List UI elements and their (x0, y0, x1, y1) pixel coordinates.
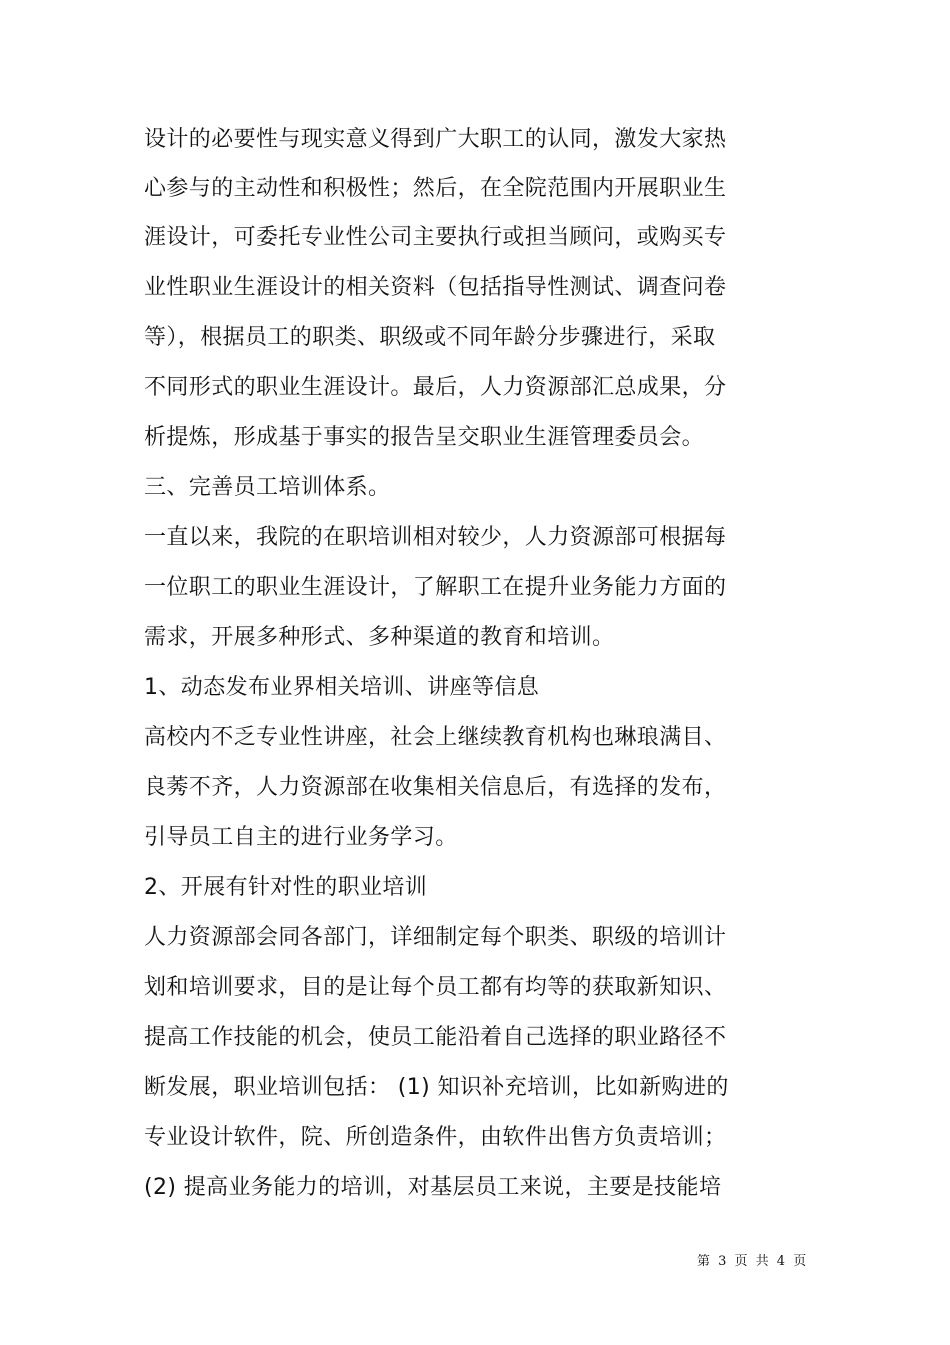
body-text-line: 专业设计软件，院、所创造条件，由软件出售方负责培训； (144, 1125, 727, 1150)
body-text-line: 引导员工自主的进行业务学习。 (144, 825, 458, 850)
body-text-line: 涯设计，可委托专业性公司主要执行或担当顾问，或购买专 (144, 225, 727, 250)
body-text-line: 良莠不齐，人力资源部在收集相关信息后，有选择的发布， (144, 775, 727, 800)
body-text-line: 析提炼，形成基于事实的报告呈交职业生涯管理委员会。 (144, 425, 705, 450)
body-text-line: 高校内不乏专业性讲座，社会上继续教育机构也琳琅满目、 (144, 725, 727, 750)
body-text-line: 设计的必要性与现实意义得到广大职工的认同，激发大家热 (144, 127, 727, 152)
body-text-line: 提高工作技能的机会，使员工能沿着自己选择的职业路径不 (144, 1025, 727, 1050)
page-number-footer: 第 3 页 共 4 页 (697, 1254, 809, 1269)
body-text-line: 业性职业生涯设计的相关资料（包括指导性测试、调查问卷 (144, 275, 727, 300)
body-text-line: 需求，开展多种形式、多种渠道的教育和培训。 (144, 625, 615, 650)
body-text-line: 等），根据员工的职类、职级或不同年龄分步骤进行，采取 (144, 325, 716, 350)
body-text-line: 人力资源部会同各部门，详细制定每个职类、职级的培训计 (144, 925, 727, 950)
subsection-heading: 1、动态发布业界相关培训、讲座等信息 (144, 675, 540, 700)
subsection-heading: 2、开展有针对性的职业培训 (144, 875, 428, 900)
body-text-line: 划和培训要求，目的是让每个员工都有均等的获取新知识、 (144, 975, 727, 1000)
body-text-line: 一直以来，我院的在职培训相对较少，人力资源部可根据每 (144, 525, 727, 550)
body-text-line: 不同形式的职业生涯设计。最后，人力资源部汇总成果，分 (144, 375, 727, 400)
body-text-line: (2) 提高业务能力的培训，对基层员工来说，主要是技能培 (144, 1175, 722, 1200)
section-heading: 三、完善员工培训体系。 (144, 475, 391, 500)
body-text-line: 断发展，职业培训包括： (1) 知识补充培训，比如新购进的 (144, 1075, 729, 1100)
body-text-line: 心参与的主动性和积极性；然后，在全院范围内开展职业生 (144, 176, 727, 201)
body-text-line: 一位职工的职业生涯设计，了解职工在提升业务能力方面的 (144, 575, 727, 600)
